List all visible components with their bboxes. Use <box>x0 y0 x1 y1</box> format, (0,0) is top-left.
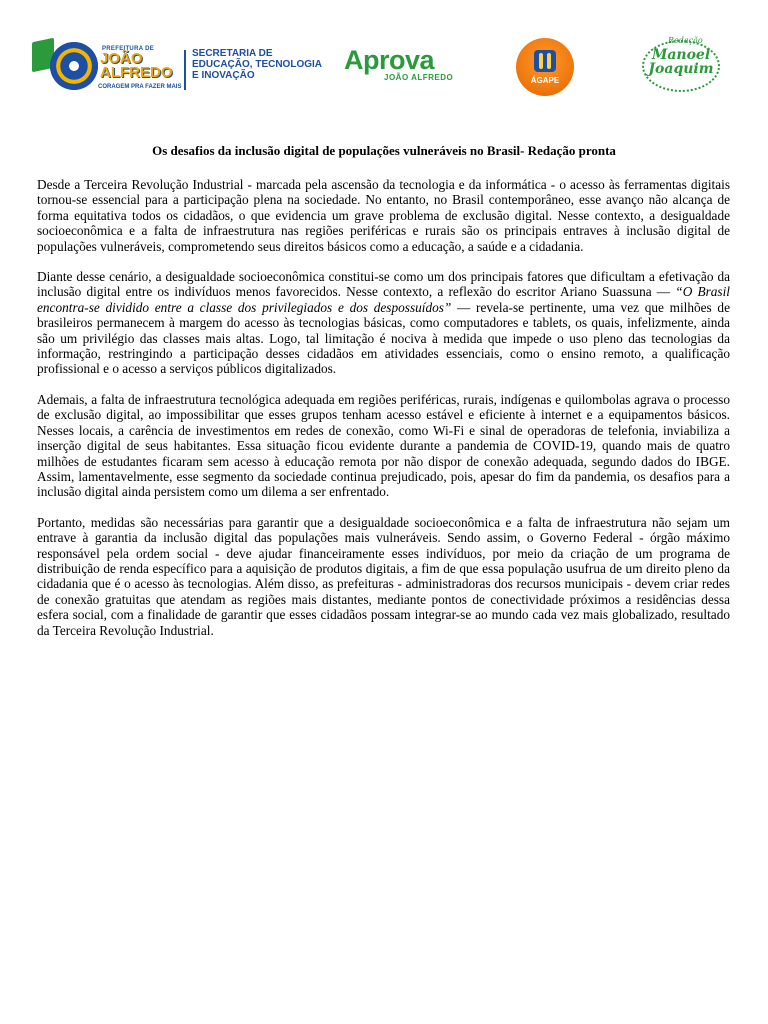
agape-label: ÁGAPE <box>530 76 560 85</box>
manoel-joaquim-logo <box>634 36 728 96</box>
quote-text: “O Brasil encontra-se dividido entre a classe dos privilegiados e dos despossuídos” <box>37 284 730 315</box>
agape-logo <box>516 38 574 96</box>
paragraph-intro: Desde a Terceira Revolução Industrial - marcada pela ascensão da tecnologia e da informática - o acesso às ferramentas digitais tornou-se essencial para a participação plena na sociedade. No entanto, no Brasil contemporâneo, esse avanço não alcança de forma equitativa todos os cidadãos, o que evidencia um grave problema de exclusão digital. Nesse contexto, a desigualdade socioeconômica e a falta de infraestrutura nas regiões periféricas e rurais são os principais entraves à inclusão digital de populações vulneráveis, comprometendo seus direitos básicos como a educação, a saúde e a cidadania. <box>37 177 730 254</box>
paragraph-development-1 <box>37 269 730 377</box>
agape-emblem-icon <box>534 50 556 72</box>
city-name <box>100 52 190 80</box>
city-name-line2: ALFREDO <box>100 64 173 81</box>
city-name-line1: JOÃO <box>100 50 143 67</box>
paragraph-text: — revela-se pertinente, uma vez que milhões de brasileiros permanecem à margem do acesso às tecnologias básicas, como computadores e tablets, os quais, infelizmente, ainda são um privilégio das classes mais altas. Logo, tal limitação é nociva à medida que impede o uso pleno das tecnologias da informação, restringindo a participação desses cidadãos em atividades essenciais, como o ensino remoto, a qualificação profissional e o acesso a serviços públicos digitalizados. <box>37 299 730 377</box>
gear-emblem-icon <box>50 42 98 90</box>
paragraph-text: Diante desse cenário, a desigualdade socioeconômica constitui-se como um dos principais fatores que dificultam a efetivação da inclusão digital entre os indivíduos menos favorecidos. Nesse contexto, a reflexão do escritor Ariano Suassuna — <box>37 269 730 300</box>
manoel-name: Manoel Joaquim <box>648 47 714 77</box>
document-body <box>37 177 730 653</box>
manoel-small-label: Redação <box>668 36 703 45</box>
secretaria-line1: SECRETARIA DE <box>192 48 273 59</box>
paragraph-development-2: Ademais, a falta de infraestrutura tecnológica adequada em regiões periféricas, rurais, indígenas e quilombolas agrava o processo de exclusão digital, ao impossibilitar que esses grupos tenham acesso estável e eficiente à internet e a equipamentos básicos. Nesses locais, a carência de investimentos em redes de conexão, como Wi-Fi e sinal de operadoras de telefonia, inviabiliza a inserção digital de seus habitantes. Essa situação ficou evidente durante a pandemia de COVID-19, quando mais de quatro milhões de estudantes ficaram sem acesso à educação remota por não dispor de conexão adequada, segundo dados do IBGE. Assim, lamentavelmente, esse segmento da sociedade continua prejudicado, pois, apesar do fim da pandemia, os desafios para a inclusão digital ainda persistem como um dilema a ser enfrentado. <box>37 391 730 500</box>
aprova-logo <box>344 46 466 86</box>
secretaria-line3: E INOVAÇÃO <box>192 70 255 81</box>
aprova-wordmark: Aprova <box>344 45 435 75</box>
prefeitura-logo <box>22 32 182 102</box>
header-logos <box>0 22 768 112</box>
secretaria-logo <box>192 48 332 92</box>
logo-divider <box>184 50 186 90</box>
document-title: Os desafios da inclusão digital de populações vulneráveis no Brasil- Redação pronta <box>152 143 616 158</box>
paragraph-conclusion: Portanto, medidas são necessárias para garantir que a desigualdade socioeconômica e a falta de infraestrutura não sejam um entrave à garantia da inclusão digital das populações mais vulneráveis. Sendo assim, o Governo Federal - órgão máximo responsável pela ordem social - deve ajudar financeiramente esses indivíduos, por meio da criação de um programa de distribuição de renda específico para a aquisição de produtos digitais, a fim de que essa população usufrua de um direito pleno da cidadania que é o acesso às tecnologias. Além disso, as prefeituras - administradoras dos recursos municipais - devem criar redes de conexão gratuitas que atendam as regiões mais distantes, mediante pontos de conectividade próximos a residências dessa esfera social, com a finalidade de garantir que esses cidadãos possam integrar-se ao mundo cada vez mais globalizado, resultado da Terceira Revolução Industrial. <box>37 514 730 638</box>
city-slogan: CORAGEM PRA FAZER MAIS <box>98 84 182 90</box>
prefeitura-label: PREFEITURA DE <box>102 46 155 52</box>
aprova-subtitle: JOÃO ALFREDO <box>384 73 454 82</box>
secretaria-line2: EDUCAÇÃO, TECNOLOGIA <box>192 59 322 70</box>
